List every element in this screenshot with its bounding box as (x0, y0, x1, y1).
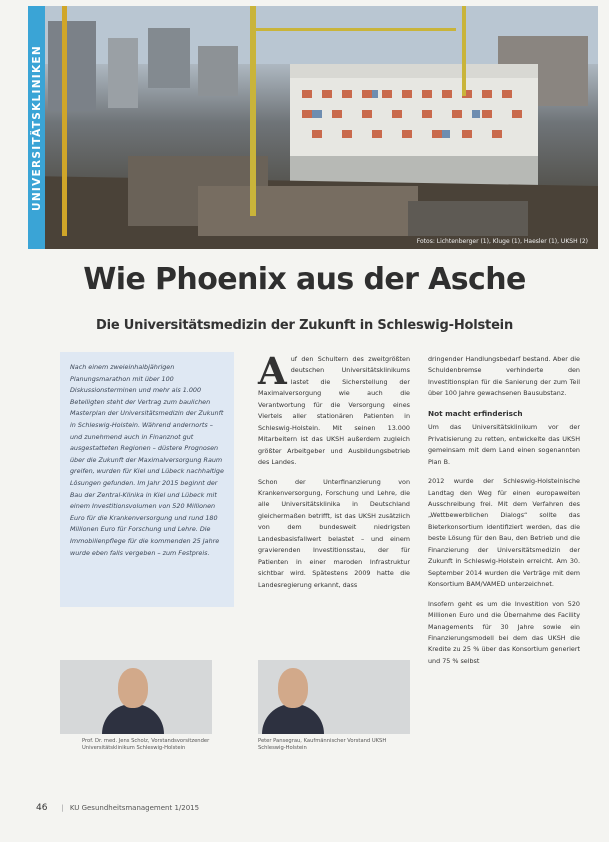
portrait-photo (258, 660, 410, 734)
portrait-body (262, 704, 324, 734)
portrait-photo (60, 660, 212, 734)
intro-box: Nach einem zweieinhalbjährigen Planungsmarathon mit über 100 Diskussionsterminen und mehr als 1.000 Beteiligten steht der Vertrag zum baulichen Masterplan der Universitätsmedizin der Zukunft in Schleswig-Holstein. Während andernorts – und zunehmend auch in Finanznot gut ausgestatteten Regionen – düstere Prognosen über die Zukunft der Maximalversorgung Raum greifen, wurden für Kiel und Lübeck nachhaltige Lösungen gefunden. Im Jahr 2015 beginnt der Bau der Zentral-Klinika in Kiel und Lübeck mit einem Investitionsvolumen von 520 Millionen Euro für die Krankenversorgung und rund 180 Millionen Euro für Forschung und Lehre. Die Immobilienpflege für die kommenden 25 Jahre wurde eben falls vergeben – zum Festpreis. (60, 352, 234, 607)
hospital-construction-image (28, 6, 598, 249)
paragraph: 2012 wurde der Schleswig-Holsteinische Landtag den Weg für einen europaweiten Ausschreibung frei. Mit dem Verfahren des „Wettbewerblichen Dialogs“ sollte das Bieterkonsortium identifiziert werden, das die beste Lösung für den Bau, den Betrieb und die Finanzierung der Universitätsmedizin der Zukunft in Schleswig-Holstein erreicht. Am 30. September 2014 wurden die Verträge mit dem Konsortium BAM/VAMED unterzeichnet. (428, 477, 580, 589)
article-subtitle: Die Universitätsmedizin der Zukunft in Schleswig-Holstein (96, 318, 513, 333)
column-right (428, 354, 580, 675)
publication-name: KU Gesundheitsmanagement 1/2015 (69, 804, 200, 812)
paragraph: Insofern geht es um die Investition von 520 Millionen Euro und die Übernahme des Facility Managements für 30 Jahre sowie ein Finanzierungsmodell bei dem das UKSH die Kredite zu 25 % über das Konsortium generiert und 75 % selbst (428, 599, 580, 665)
article-title: Wie Phoenix aus der Asche (83, 262, 526, 297)
section-label-text: UNIVERSITÄTSKLINIKEN (30, 44, 43, 211)
paragraph (258, 349, 410, 469)
column-middle (258, 349, 410, 599)
paragraph: Schon der Unterfinanzierung von Krankenversorgung, Forschung und Lehre, die alle Universitätsklinika in Deutschland gleichermaßen betrifft, ist das UKSH zusätzlich von dem bundesweit niedrigsten Landesbasisfallwert belastet – und einem gravierenden Investitionsstau, der für Patienten in einer maroden Infrastruktur sichtbar wird. Spätestens 2009 hatte die Landesregierung erkannt, dass (258, 477, 410, 589)
hero-photo (28, 6, 598, 249)
portrait-head (278, 668, 308, 708)
portrait-caption: Prof. Dr. med. Jens Scholz, Vorstandsvorsitzender Universitätsklinikum Schleswig-Holstein (82, 738, 210, 752)
section-heading: Not macht erfinderisch (428, 408, 523, 418)
paragraph: Um das Universitätsklinikum vor der Privatisierung zu retten, entwickelte das UKSH gemeinsam mit dem Land einen sogenannten Plan B. (428, 423, 580, 466)
page-number: 46 (36, 803, 48, 813)
portrait-head (118, 668, 148, 708)
photo-caption: Fotos: Lichtenberger (1), Kluge (1), Haesler (1), UKSH (2) (416, 238, 588, 245)
portrait-caption: Peter Pansegrau, Kaufmännischer Vorstand UKSH Schleswig-Holstein (258, 738, 387, 752)
section-label (28, 6, 45, 249)
paragraph: dringender Handlungsbedarf bestand. Aber die Schuldenbremse verhinderte den Investitionsplan für die Sanierung der zum Teil über 100 Jahre gewachsenen Bausubstanz. (428, 355, 580, 398)
portrait-body (102, 704, 164, 734)
footer-separator: | (61, 804, 64, 812)
page-footer (36, 803, 199, 813)
paragraph-text: uf den Schultern des zweitgrößten deutschen Universitätsklinikums lastet die Sicherstellung der Maximalversorgung wie auch die Verantwortung für die Versorgung eines Viertels aller stationären Patienten in Schleswig-Holstein. Mit seinen 13.000 Mitarbeitern ist das UKSH außerdem zugleich größter Arbeitgeber und Ausbildungsbetrieb des Landes. (258, 355, 410, 467)
drop-cap: A (258, 349, 287, 393)
